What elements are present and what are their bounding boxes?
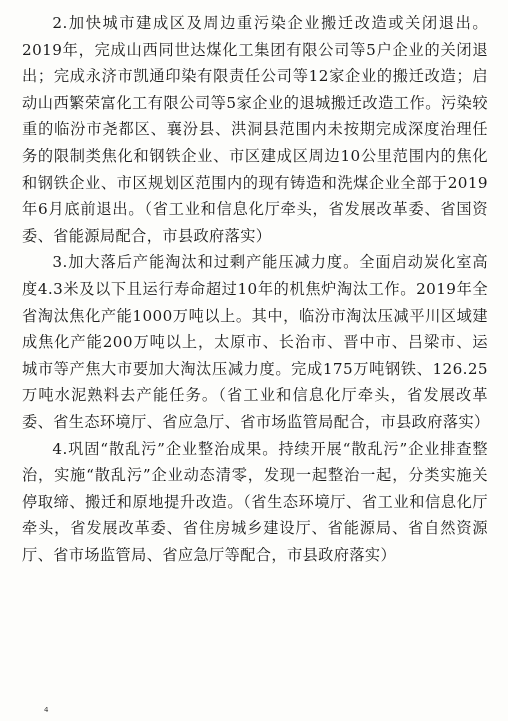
document-body xyxy=(22,10,488,568)
paragraph-item-3: 3.加大落后产能淘汰和过剩产能压减力度。全面启动炭化室高度4.3米及以下且运行寿命超过10年的机焦炉淘汰工作。2019年全省淘汰焦化产能1000万吨以上。其中，临汾市淘汰压减平川区域建成焦化产能200万吨以上，太原市、长治市、晋中市、吕梁市、运城市等产焦大市要加大淘汰压减力度。完成175万吨钢铁、126.25万吨水泥熟料去产能任务。（省工业和信息化厅牵头，省发展改革委、省生态环境厅、省应急厅、省市场监管局配合，市县政府落实） xyxy=(22,253,490,431)
paragraph-item-4: 4.巩固“散乱污”企业整治成果。持续开展“散乱污”企业排查整治，实施“散乱污”企业动态清零，发现一起整治一起，分类实施关停取缔、搬迁和原地提升改造。（省生态环境厅、省工业和信息化厅牵头，省发展改革委、省住房城乡建设厅、省能源局、省自然资源厅、省市场监管局、省应急厅等配合，市县政府落实） xyxy=(22,439,488,564)
paragraph-item-2: 2.加快城市建成区及周边重污染企业搬迁改造或关闭退出。2019年，完成山西同世达煤化工集团有限公司等5户企业的关闭退出；完成永济市凯通印染有限责任公司等12家企业的搬迁改造；启动山西繁荣富化工有限公司等5家企业的退城搬迁改造工作。污染较重的临汾市尧都区、襄汾县、洪洞县范围内未按期完成深度治理任务的限制类焦化和钢铁企业、市区建成区周边10公里范围内的焦化和钢铁企业、市区规划区范围内的现有铸造和洗煤企业全部于2019年6月底前退出。（省工业和信息化厅牵头，省发展改革委、省国资委、省能源局配合，市县政府落实） xyxy=(22,14,488,245)
page-number: 4 xyxy=(44,706,49,714)
